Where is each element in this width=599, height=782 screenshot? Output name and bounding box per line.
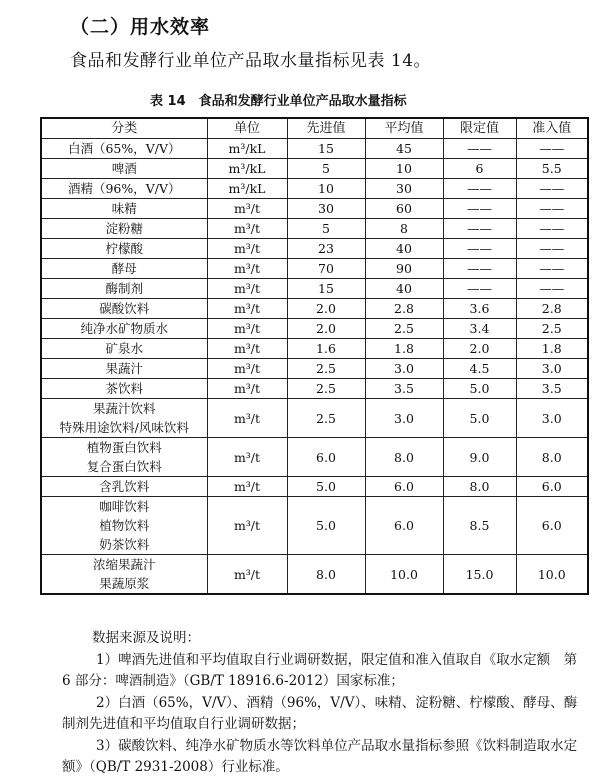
- cell-advanced: 15: [287, 279, 365, 299]
- intro-text: 食品和发酵行业单位产品取水量指标见表 14。: [70, 51, 432, 71]
- table-row: [41, 438, 588, 477]
- cell-entry: 1.8: [516, 339, 588, 359]
- cell-unit: m³/t: [207, 555, 287, 595]
- cell-category: 啤酒: [41, 159, 207, 179]
- cell-advanced: 2.0: [287, 299, 365, 319]
- cell-unit: m³/t: [207, 339, 287, 359]
- cell-advanced: 5: [287, 219, 365, 239]
- note-item: 1）啤酒先进值和平均值取自行业调研数据，限定值和准入值取自《取水定额 第 6 部分：啤酒制造》（GB/T 18916.6-2012）国家标准；: [62, 651, 578, 689]
- table-caption: 表 14 食品和发酵行业单位产品取水量指标: [150, 94, 407, 109]
- cell-average: 30: [365, 179, 443, 199]
- header-category: 分类: [41, 118, 207, 139]
- cell-limit: ——: [443, 259, 516, 279]
- cell-advanced: 6.0: [287, 438, 365, 477]
- table-row: [41, 359, 588, 379]
- cell-entry: 5.5: [516, 159, 588, 179]
- cell-category: 茶饮料: [41, 379, 207, 399]
- cell-entry: 6.0: [516, 477, 588, 497]
- cell-entry: ——: [516, 179, 588, 199]
- cell-advanced: 2.5: [287, 399, 365, 438]
- cell-unit: m³/t: [207, 299, 287, 319]
- cell-limit: 8.5: [443, 497, 516, 555]
- cell-average: 60: [365, 199, 443, 219]
- cell-entry: 3.5: [516, 379, 588, 399]
- table-body: [41, 139, 588, 595]
- table-row: [41, 259, 588, 279]
- cell-average: 10.0: [365, 555, 443, 595]
- table-row: [41, 199, 588, 219]
- cell-unit: m³/t: [207, 199, 287, 219]
- cell-category: 酵母: [41, 259, 207, 279]
- cell-average: 6.0: [365, 477, 443, 497]
- cell-unit: m³/t: [207, 438, 287, 477]
- cell-advanced: 2.5: [287, 359, 365, 379]
- notes-heading: 数据来源及说明：: [92, 630, 200, 646]
- cell-entry: ——: [516, 219, 588, 239]
- cell-entry: ——: [516, 239, 588, 259]
- cell-entry: 2.5: [516, 319, 588, 339]
- cell-entry: ——: [516, 199, 588, 219]
- cell-limit: 8.0: [443, 477, 516, 497]
- cell-entry: ——: [516, 139, 588, 159]
- cell-category: 果蔬汁饮料 特殊用途饮料/风味饮料: [41, 399, 207, 438]
- cell-advanced: 70: [287, 259, 365, 279]
- table-row: [41, 555, 588, 595]
- cell-advanced: 8.0: [287, 555, 365, 595]
- cell-average: 1.8: [365, 339, 443, 359]
- cell-limit: ——: [443, 199, 516, 219]
- table-row: [41, 239, 588, 259]
- cell-unit: m³/t: [207, 219, 287, 239]
- cell-limit: 3.4: [443, 319, 516, 339]
- cell-limit: 2.0: [443, 339, 516, 359]
- cell-entry: 8.0: [516, 438, 588, 477]
- table-row: [41, 379, 588, 399]
- header-entry: 准入值: [516, 118, 588, 139]
- cell-unit: m³/t: [207, 359, 287, 379]
- cell-entry: 3.0: [516, 359, 588, 379]
- table-row: [41, 179, 588, 199]
- cell-average: 6.0: [365, 497, 443, 555]
- cell-category: 植物蛋白饮料 复合蛋白饮料: [41, 438, 207, 477]
- cell-unit: m³/t: [207, 399, 287, 438]
- cell-average: 2.8: [365, 299, 443, 319]
- cell-entry: 10.0: [516, 555, 588, 595]
- cell-category: 果蔬汁: [41, 359, 207, 379]
- cell-unit: m³/t: [207, 497, 287, 555]
- cell-average: 3.0: [365, 359, 443, 379]
- cell-advanced: 15: [287, 139, 365, 159]
- cell-advanced: 2.5: [287, 379, 365, 399]
- cell-category: 矿泉水: [41, 339, 207, 359]
- cell-category: 柠檬酸: [41, 239, 207, 259]
- cell-category: 咖啡饮料 植物饮料 奶茶饮料: [41, 497, 207, 555]
- cell-average: 40: [365, 279, 443, 299]
- cell-category: 酶制剂: [41, 279, 207, 299]
- cell-category: 纯净水矿物质水: [41, 319, 207, 339]
- note-item: 2）白酒（65%，V/V）、酒精（96%，V/V）、味精、淀粉糖、柠檬酸、酵母、酶制剂先进值和平均值取自行业调研数据；: [62, 694, 578, 732]
- cell-average: 2.5: [365, 319, 443, 339]
- table-row: [41, 219, 588, 239]
- cell-average: 45: [365, 139, 443, 159]
- cell-advanced: 5.0: [287, 497, 365, 555]
- table-row: [41, 319, 588, 339]
- cell-limit: 15.0: [443, 555, 516, 595]
- cell-limit: ——: [443, 179, 516, 199]
- table-row: [41, 399, 588, 438]
- table-row: [41, 279, 588, 299]
- cell-unit: m³/t: [207, 379, 287, 399]
- cell-advanced: 2.0: [287, 319, 365, 339]
- note-item: 3）碳酸饮料、纯净水矿物质水等饮料单位产品取水量指标参照《饮料制造取水定额》（QB/T 2931-2008）行业标准。: [62, 737, 578, 775]
- table-row: [41, 159, 588, 179]
- cell-limit: ——: [443, 239, 516, 259]
- water-intake-table: [40, 117, 589, 595]
- cell-limit: ——: [443, 279, 516, 299]
- cell-limit: 6: [443, 159, 516, 179]
- header-average: 平均值: [365, 118, 443, 139]
- cell-unit: m³/kL: [207, 159, 287, 179]
- cell-limit: 5.0: [443, 399, 516, 438]
- cell-entry: 6.0: [516, 497, 588, 555]
- cell-category: 含乳饮料: [41, 477, 207, 497]
- header-unit: 单位: [207, 118, 287, 139]
- table-header-row: [41, 118, 588, 139]
- cell-unit: m³/kL: [207, 179, 287, 199]
- header-advanced: 先进值: [287, 118, 365, 139]
- cell-unit: m³/t: [207, 477, 287, 497]
- cell-advanced: 23: [287, 239, 365, 259]
- header-limit: 限定值: [443, 118, 516, 139]
- cell-entry: ——: [516, 279, 588, 299]
- cell-average: 3.5: [365, 379, 443, 399]
- cell-average: 10: [365, 159, 443, 179]
- table-row: [41, 139, 588, 159]
- cell-average: 40: [365, 239, 443, 259]
- cell-limit: 5.0: [443, 379, 516, 399]
- table-container: [40, 117, 587, 595]
- cell-category: 淀粉糖: [41, 219, 207, 239]
- cell-average: 8.0: [365, 438, 443, 477]
- cell-unit: m³/t: [207, 319, 287, 339]
- cell-entry: ——: [516, 259, 588, 279]
- cell-entry: 2.8: [516, 299, 588, 319]
- cell-advanced: 5.0: [287, 477, 365, 497]
- section-title: （二）用水效率: [70, 16, 211, 38]
- cell-advanced: 1.6: [287, 339, 365, 359]
- cell-limit: 4.5: [443, 359, 516, 379]
- cell-entry: 3.0: [516, 399, 588, 438]
- cell-unit: m³/t: [207, 259, 287, 279]
- cell-category: 碳酸饮料: [41, 299, 207, 319]
- cell-category: 味精: [41, 199, 207, 219]
- table-row: [41, 299, 588, 319]
- cell-average: 8: [365, 219, 443, 239]
- cell-advanced: 5: [287, 159, 365, 179]
- cell-limit: 9.0: [443, 438, 516, 477]
- table-row: [41, 477, 588, 497]
- table-row: [41, 497, 588, 555]
- cell-limit: ——: [443, 139, 516, 159]
- table-row: [41, 339, 588, 359]
- cell-limit: ——: [443, 219, 516, 239]
- cell-unit: m³/kL: [207, 139, 287, 159]
- cell-average: 3.0: [365, 399, 443, 438]
- cell-category: 酒精（96%，V/V）: [41, 179, 207, 199]
- cell-advanced: 10: [287, 179, 365, 199]
- cell-category: 浓缩果蔬汁 果蔬原浆: [41, 555, 207, 595]
- cell-category: 白酒（65%，V/V）: [41, 139, 207, 159]
- cell-unit: m³/t: [207, 239, 287, 259]
- cell-limit: 3.6: [443, 299, 516, 319]
- cell-advanced: 30: [287, 199, 365, 219]
- notes-section: [62, 628, 587, 779]
- cell-unit: m³/t: [207, 279, 287, 299]
- cell-average: 90: [365, 259, 443, 279]
